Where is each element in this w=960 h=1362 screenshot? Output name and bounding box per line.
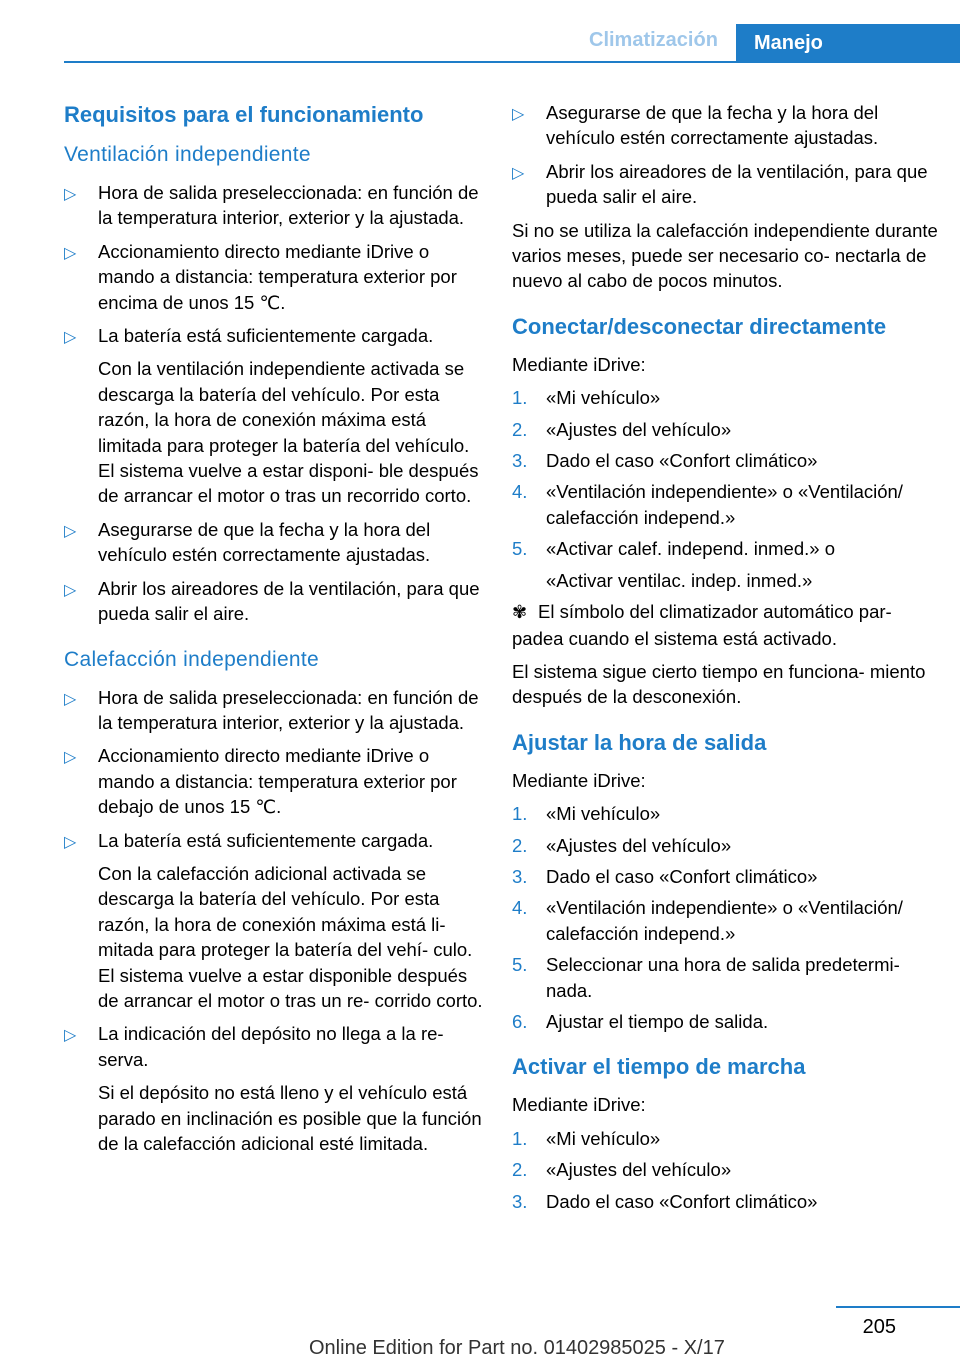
list-item-detail: Si el depósito no está lleno y el vehículo está parado en inclinación es posible que la función de la calefacción adicional esté limitada.	[98, 1082, 482, 1154]
subheading-heating: Calefacción independiente	[64, 647, 320, 671]
triangle-bullet-icon: ▷	[64, 1027, 77, 1045]
list-item: ▷ Asegurarse de que la fecha y la hora del vehículo estén correctamente ajustadas.	[512, 102, 879, 149]
section-title-requirements: Requisitos para el funcionamiento	[64, 102, 424, 127]
list-item: ▷ Accionamiento directo mediante iDrive o mando a distancia: temperatura exterior por encima de unos 15 ℃.	[64, 240, 457, 313]
intro-text: Mediante iDrive:	[512, 1094, 646, 1116]
continued-requirements-list	[512, 100, 942, 210]
list-item: 5. Seleccionar una hora de salida predetermi‐ nada.	[512, 954, 900, 1001]
list-item: ▷ Abrir los aireadores de la ventilación, para que pueda salir el aire.	[64, 577, 480, 625]
list-item: ▷ Abrir los aireadores de la ventilación, para que pueda salir el aire.	[512, 160, 928, 208]
header-section-title: Climatización	[589, 29, 718, 51]
list-item: 3. Dado el caso «Confort climático»	[512, 1190, 818, 1212]
page-number-rule	[836, 1306, 960, 1308]
list-item-detail: Con la ventilación independiente activada se descarga la batería del vehículo. Por esta razón, la hora de conexión máxima está limitada para proteger la batería del vehículo. El sistema vuelve a estar disponi‐ ble después de arrancar el motor o tras un recorrido corto.	[98, 358, 479, 507]
list-item: 4. «Ventilación independiente» o «Ventilación/ calefacción independ.»	[512, 897, 903, 944]
departure-steps-list	[512, 801, 942, 1034]
list-item: 2. «Ajustes del vehículo»	[512, 834, 732, 856]
triangle-bullet-icon: ▷	[64, 833, 77, 851]
list-item: 3. Dado el caso «Confort climático»	[512, 865, 818, 887]
ventilation-requirements-list	[64, 180, 484, 627]
list-item: 4. «Ventilación independiente» o «Ventilación/ calefacción independ.»	[512, 481, 903, 528]
edition-footer: Online Edition for Part no. 01402985025 - X/17	[309, 1337, 725, 1359]
list-item: ▷ La indicación del depósito no llega a la re‐ serva. Si el depósito no está lleno y el vehículo está parado en inclinación es posible que la función de la calefacción adicional esté limitada.	[64, 1021, 484, 1156]
direct-steps-list	[512, 385, 942, 593]
list-item: ▷ Asegurarse de que la fecha y la hora del vehículo estén correctamente ajustadas.	[64, 518, 431, 566]
list-item: ▷ Hora de salida preseleccionada: en función de la temperatura interior, exterior y la ajustada.	[64, 686, 479, 733]
list-item: 1. «Mi vehículo»	[512, 387, 661, 409]
header-chapter-tab: Manejo	[736, 24, 960, 62]
list-item-detail: «Activar ventilac. indep. inmed.»	[546, 569, 813, 591]
list-item: 2. «Ajustes del vehículo»	[512, 1159, 732, 1181]
list-item: ▷ La batería está suficientemente cargada. Con la calefacción adicional activada se descarga la batería del vehículo. Por esta razón, la hora de conexión máxima está li‐ mitada para proteger la batería del vehí‐ culo. El sistema vuelve a estar disponible después de arrancar el motor o tras un re‐ corrido corto.	[64, 828, 484, 1014]
list-item: 3. Dado el caso «Confort climático»	[512, 450, 818, 472]
list-item: 5. «Activar calef. independ. inmed.» o «Activar ventilac. indep. inmed.»	[512, 536, 942, 593]
note-paragraph: ✾ El símbolo del climatizador automático par‐ padea cuando el sistema está activado.	[512, 601, 892, 649]
header-rule	[64, 61, 960, 63]
fan-icon: ✾	[512, 602, 528, 623]
triangle-bullet-icon: ▷	[64, 186, 77, 203]
subheading-ventilation: Ventilación independiente	[64, 143, 311, 166]
list-item: 1. «Mi vehículo»	[512, 1127, 661, 1149]
right-column	[512, 100, 942, 1220]
triangle-bullet-icon: ▷	[64, 749, 77, 767]
body-paragraph: El sistema sigue cierto tiempo en funciona‐ miento después de la desconexión.	[512, 660, 926, 708]
list-item: ▷ La batería está suficientemente cargada. Con la ventilación independiente activada se descarga la batería del vehículo. Por esta razón, la hora de conexión máxima está limitada para proteger la batería del vehículo. El sistema vuelve a estar disponi‐ ble después de arrancar el motor o tras un recorrido corto.	[64, 323, 484, 509]
list-item: ▷ Accionamiento directo mediante iDrive o mando a distancia: temperatura exterior por debajo de unos 15 ℃.	[64, 745, 457, 818]
section-title-departure: Ajustar la hora de salida	[512, 729, 767, 755]
triangle-bullet-icon: ▷	[512, 106, 525, 123]
triangle-bullet-icon: ▷	[64, 690, 77, 708]
section-title-direct: Conectar/desconectar directamente	[512, 313, 887, 339]
list-item: ▷ Hora de salida preseleccionada: en función de la temperatura interior, exterior y la ajustada.	[64, 182, 479, 229]
triangle-bullet-icon: ▷	[64, 244, 77, 262]
heating-requirements-list	[64, 685, 484, 1157]
page-number: 205	[862, 1316, 896, 1338]
triangle-bullet-icon: ▷	[64, 329, 77, 347]
left-column	[64, 100, 484, 1164]
intro-text: Mediante iDrive:	[512, 353, 646, 375]
list-item: 1. «Mi vehículo»	[512, 803, 661, 825]
list-item: 2. «Ajustes del vehículo»	[512, 418, 732, 440]
section-title-runtime: Activar el tiempo de marcha	[512, 1054, 806, 1080]
triangle-bullet-icon: ▷	[64, 581, 77, 599]
runtime-steps-list	[512, 1126, 942, 1214]
body-paragraph: Si no se utiliza la calefacción independiente durante varios meses, puede ser necesario co‐ nectarla de nuevo al cabo de pocos minutos.	[512, 219, 938, 292]
intro-text: Mediante iDrive:	[512, 769, 646, 791]
triangle-bullet-icon: ▷	[512, 164, 525, 182]
list-item-detail: Con la calefacción adicional activada se descarga la batería del vehículo. Por esta razón, la hora de conexión máxima está li‐ mitada para proteger la batería del vehí‐ culo. El sistema vuelve a estar disponible después de arrancar el motor o tras un re‐ corrido corto.	[98, 862, 483, 1011]
triangle-bullet-icon: ▷	[64, 522, 77, 540]
list-item: 6. Ajustar el tiempo de salida.	[512, 1010, 769, 1032]
